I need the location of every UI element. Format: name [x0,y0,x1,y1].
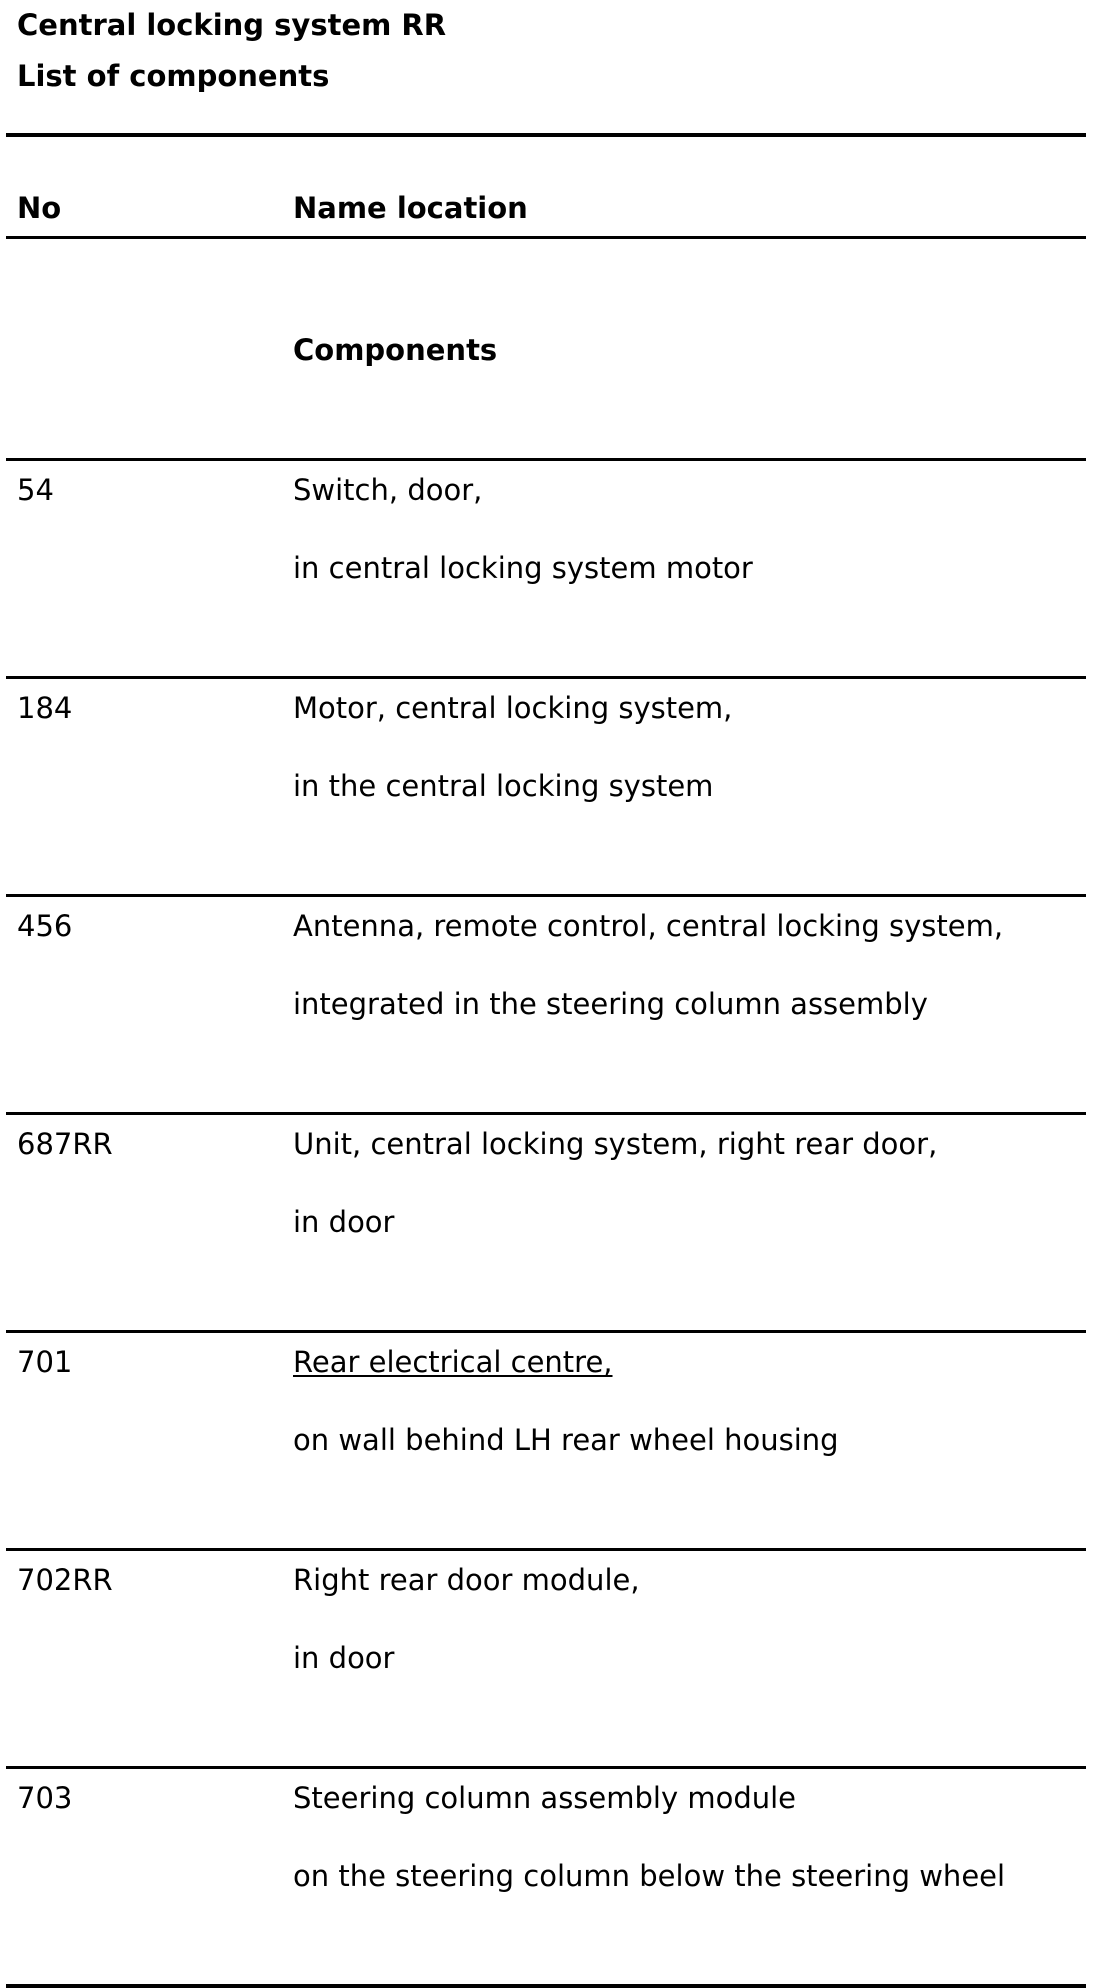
component-location: in the central locking system [293,769,714,803]
component-name-link[interactable]: Rear electrical centre, [293,1345,613,1379]
table-row [0,1333,1120,1551]
column-header-name-location: Name location [293,191,528,225]
component-location: in door [293,1641,395,1675]
component-number: 687RR [17,1127,113,1161]
component-name: Switch, door, [293,473,483,507]
component-name: Motor, central locking system, [293,691,733,725]
table-row [0,1551,1120,1769]
component-number: 701 [17,1345,73,1379]
component-name: Unit, central locking system, right rear door, [293,1127,938,1161]
header-rule [6,236,1086,239]
component-name: Steering column assembly module [293,1781,797,1815]
bottom-rule [6,1984,1086,1988]
component-location: on the steering column below the steering wheel [293,1859,1006,1893]
table-row [0,679,1120,897]
component-number: 702RR [17,1563,113,1597]
component-name: Right rear door module, [293,1563,640,1597]
top-rule [6,133,1086,137]
component-number: 456 [17,909,73,943]
component-location: in central locking system motor [293,551,753,585]
component-number: 703 [17,1781,73,1815]
table-row [0,461,1120,679]
component-number: 184 [17,691,73,725]
column-header-no: No [17,191,62,225]
component-location: on wall behind LH rear wheel housing [293,1423,839,1457]
component-location: in door [293,1205,395,1239]
component-number: 54 [17,473,54,507]
table-row [0,1769,1120,1987]
document-subtitle: List of components [17,59,330,93]
document-title: Central locking system RR [17,8,447,42]
table-row [0,1115,1120,1333]
component-name: Antenna, remote control, central locking system, [293,909,1004,943]
table-row [0,897,1120,1115]
component-location: integrated in the steering column assembly [293,987,928,1021]
section-label: Components [293,333,498,367]
